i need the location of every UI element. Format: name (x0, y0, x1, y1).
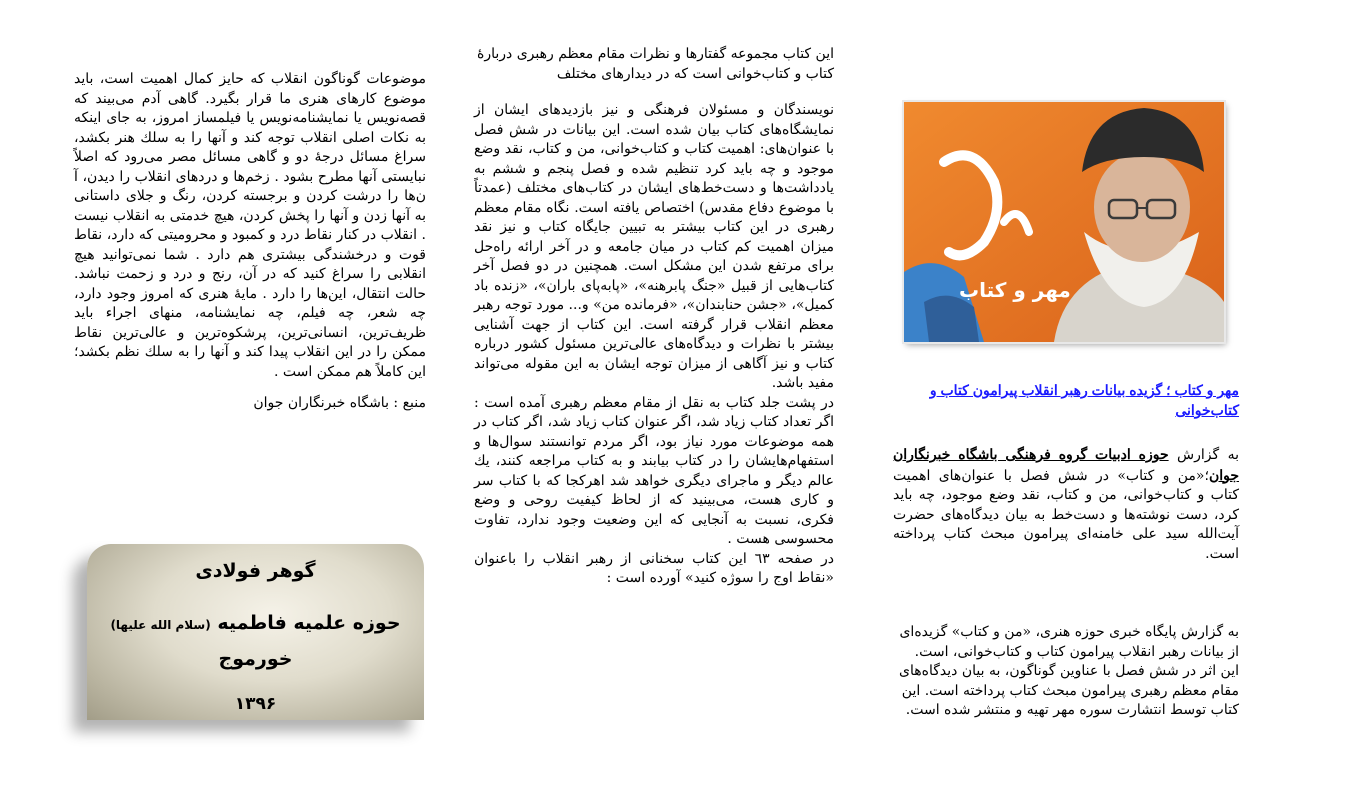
portrait-illustration (904, 102, 1224, 342)
plaque-school-name: حوزه علمیه فاطمیه (217, 612, 401, 634)
middle-paragraph-3: در صفحه ٦٣ این کتاب سخنانی از رهبر انقلاب را باعنوان «نقاط اوج را سوژه کنید» آورده است : (474, 550, 834, 586)
middle-paragraph-2: در پشت جلد کتاب به نقل از مقام معظم رهبری آمده است : اگر تعداد کتاب زیاد شد، اگر عنوان کتاب زیاد شد، اگر کتاب در همه موضوعات مورد نیاز بود، اگر مردم توانستند سوال‌ها و استفهام‌هایشان را در کتاب بیابند و به کتاب مراجعه کنند، یك عالم دیگر و ماجرای دیگری خواهد شد ‌اهرکجا که با کتاب سر و کاری هست، می‌بینید که از لحاظ کیفیت روحی و وضع فکری، نسبت به آنجایی که این وضعیت وجود ندارد، تفاوت محسوسی هست . (474, 394, 834, 547)
source-credit: منبع : باشگاه خبرنگاران جوان (253, 395, 426, 411)
book-cover-image (904, 102, 1224, 342)
report2-text: به گزارش پایگاه خبری حوزه هنری، «من و کتاب» گزیده‌ای از بیانات رهبر انقلاب پیرامون کتاب و کتاب‌خوانی، است. این اثر در شش فصل با عناوین گوناگون، به بیان دیدگاه‌های مقام معظم رهبری پیرامون مبحث کتاب پرداخته است. این کتاب توسط انتشارت سوره مهر تهیه و منتشر شده است. (899, 624, 1239, 718)
source-link[interactable]: حوزه ادبیات گروه فرهنگی باشگاه خبرنگاران جوان (893, 446, 1239, 483)
plaque-author: گوهر فولادی (195, 560, 316, 582)
middle-column (474, 45, 834, 589)
report1-body: ؛«من و کتاب» در شش فصل با عنوان‌های اهمیت کتاب و کتاب‌خوانی، من و کتاب، نقد وضع موجود، چه باید کرد، دست نوشته‌ها و دست‌خط به بیان دیدگاه‌های حضرت آیت‌الله سید علی خامنه‌ای پیرامون مبحث کتاب پرداخته است. (893, 467, 1239, 562)
plaque-school (87, 612, 424, 634)
plaque-city: خورموج (218, 648, 293, 670)
report-paragraph-2 (893, 623, 1239, 721)
left-body: موضوعات گوناگون انقلاب که حایز کمال اهمیت است، باید موضوع کارهای هنری ما قرار بگیرد. گاهی آدم می‌بیند که قصه‌نویس یا نمایشنامه‌نویس یا فیلمساز امروز، به جای اینکه به نکات اصلی انقلاب توجه کند و آنها را به سلك هنر بکشد، سراغ مسائل درجهٔ دو و گاهی مسائل مصر می‌رود که اصلاً نبایستی آنها مطرح بشود . زخم‌ها و دردهای انقلاب را دیدن، آ ن‌ها را درشت کردن و برجسته کردن، رنگ و جلای داستانی به آنها زدن و آنها را پخش کردن، هیچ خدمتی به انقلاب نیست . انقلاب در کنار نقاط درد و کمبود و محرومیتی که دارد، نقاط قوت و درخشندگی بیشتری هم دارد . شما نمی‌توانید هیچ انقلابی را سراغ کنید که در آن، رنج و درد و زحمت نباشد. حالت انتقال، این‌ها را دارد . مایهٔ هنری که امروز وجود دارد، چه شعر، چه فیلم، چه نمایشنامه، منهای اجراء باید ظریف‌ترین، انسانی‌ترین، پرشکوه‌ترین و عالی‌ترین نقاط ممکن را در این انقلاب پیدا کند و آنها را به سلك نظم بکشد؛ این کاملاً هم ممکن است . (74, 71, 426, 380)
plaque-honorific: (سلام الله علیها) (110, 618, 211, 632)
middle-intro: این کتاب مجموعه گفتارها و نظرات مقام معظم رهبری دربارهٔ کتاب و کتاب‌خوانی است که در دیدارهای مختلف (476, 46, 834, 82)
middle-paragraph-1: نویسندگان و مسئولان فرهنگی و نیز بازدیدهای ایشان از نمایشگاه‌های کتاب بیان شده است. این بیانات در شش فصل با عنوان‌های: اهمیت کتاب و کتاب‌خوانی، من و کتاب، نقد وضع موجود و چه باید کرد تنظیم شده و فصل پنجم و ششم به یادداشت‌ها و دست‌خط‌های ایشان در کتاب‌های مختلف (عمدتاً با موضوع دفاع مقدس) اختصاص یافته است. نگاه مقام معظم رهبری در این کتاب بیشتر به تبیین جایگاه کتاب و نیز نقد میزان اهمیت کم کتاب در میان جامعه و در آخر ارائه راه‌حل برای مرتفع شدن این مشکل است. همچنین در دو فصل آخر کتاب‌هایی از قبیل «جنگ پابرهنه»، «پابه‌پای باران»، «زنده باد کمیل»، «جشن حنابندان»، «فرمانده من» و... مورد توجه رهبر معظم انقلاب قرار گرفته است. این کتاب از جهت آشنایی بیشتر با نظرات و دیدگاه‌های عالی‌ترین مسئول کشور درباره کتاب و نیز آگاهی از میزان توجه ایشان به این مقوله می‌تواند مفید باشد. (474, 102, 834, 391)
report-paragraph-1 (893, 445, 1239, 564)
report1-prefix: به گزارش (1177, 447, 1240, 463)
article-title-link[interactable]: مهر و کتاب ؛ گزیده بیانات رهبر انقلاب پیرامون کتاب و کتاب‌خوانی (929, 382, 1239, 418)
plaque-year: ۱۳۹۶ (234, 694, 277, 714)
author-plaque (87, 544, 424, 720)
left-column (74, 70, 426, 414)
cover-calligraphy: مهر و کتاب (959, 278, 1071, 302)
